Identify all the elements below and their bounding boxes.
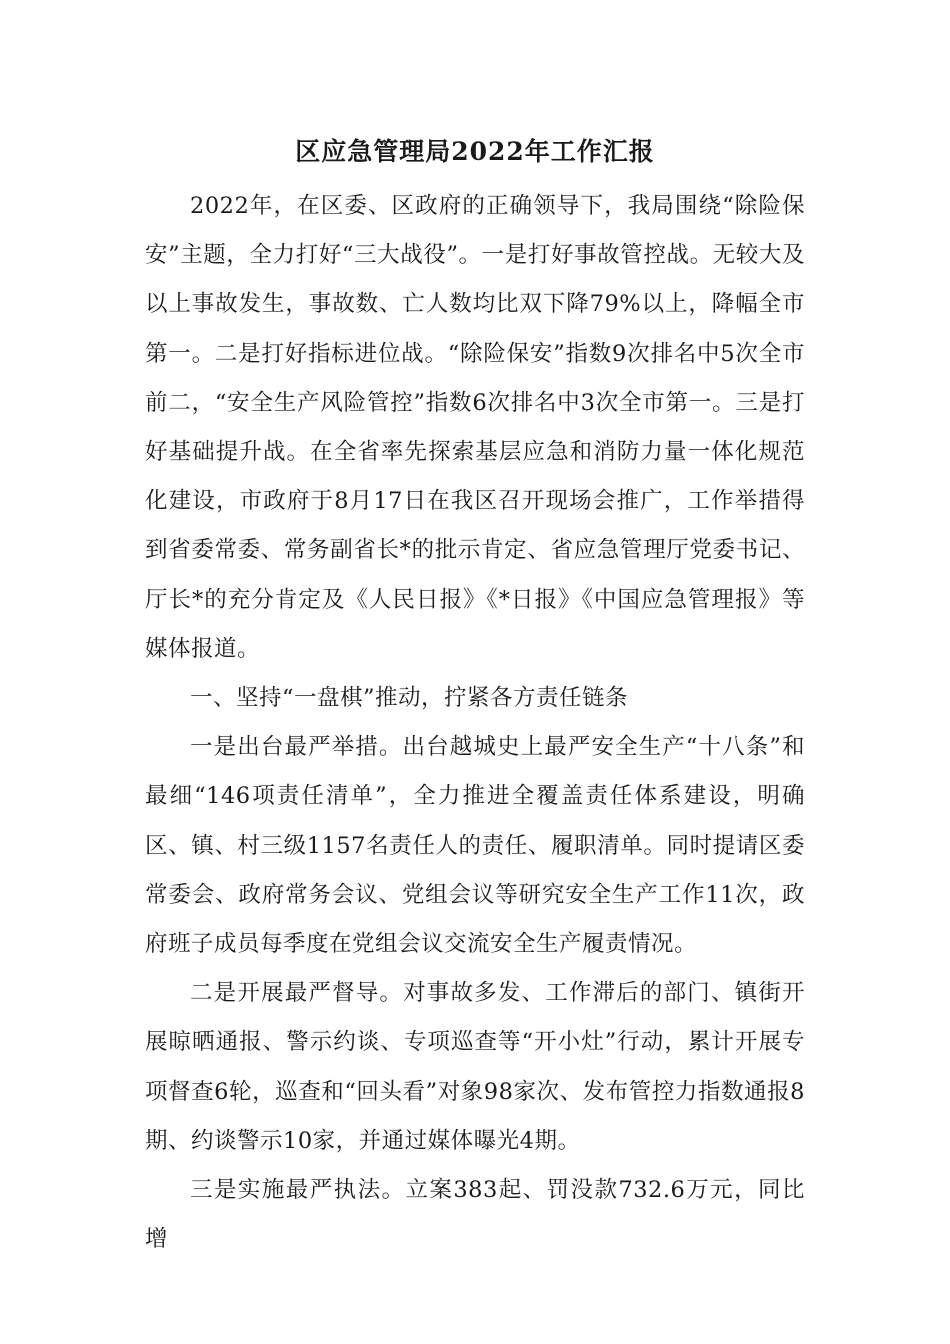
paragraph-strictest-enforcement: 三是实施最严执法。立案383起、罚没款732.6万元，同比增: [145, 1177, 805, 1253]
intro-paragraph: 2022年，在区委、区政府的正确领导下，我局围绕“除险保安”主题，全力打好“三大战役”。一是打好事故管控战。无较大及以上事故发生，事故数、亡人数均比双下降79%以上，降幅全市第一。二是打好指标进位战。“除险保安”指数9次排名中5次全市前二，“安全生产风险管控”指数6次排名中3次全市第一。三是打好基础提升战。在全省率先探索基层应急和消防力量一体化规范化建设，市政府于8月17日在我区召开现场会推广，工作举措得到省委常委、常务副省长*的批示肯定、省应急管理厅党委书记、厅长*的充分肯定及《人民日报》《*日报》《中国应急管理报》等媒体报道。: [145, 193, 805, 662]
document-body: [145, 132, 805, 1264]
document-title: 区应急管理局2022年工作汇报: [295, 137, 655, 166]
paragraph-strictest-supervision: 二是开展最严督导。对事故多发、工作滞后的部门、镇街开展晾晒通报、警示约谈、专项巡查等“开小灶”行动，累计开展专项督查6轮，巡查和“回头看”对象98家次、发布管控力指数通报8期、约谈警示10家，并通过媒体曝光4期。: [145, 980, 805, 1154]
paragraph-strictest-measures: 一是出台最严举措。出台越城史上最严安全生产“十八条”和最细“146项责任清单”，全力推进全覆盖责任体系建设，明确区、镇、村三级1157名责任人的责任、履职清单。同时提请区委常委会、政府常务会议、党组会议等研究安全生产工作11次，政府班子成员每季度在党组会议交流安全生产履责情况。: [145, 734, 805, 958]
section-heading-1: 一、坚持“一盘棋”推动，拧紧各方责任链条: [190, 685, 629, 712]
